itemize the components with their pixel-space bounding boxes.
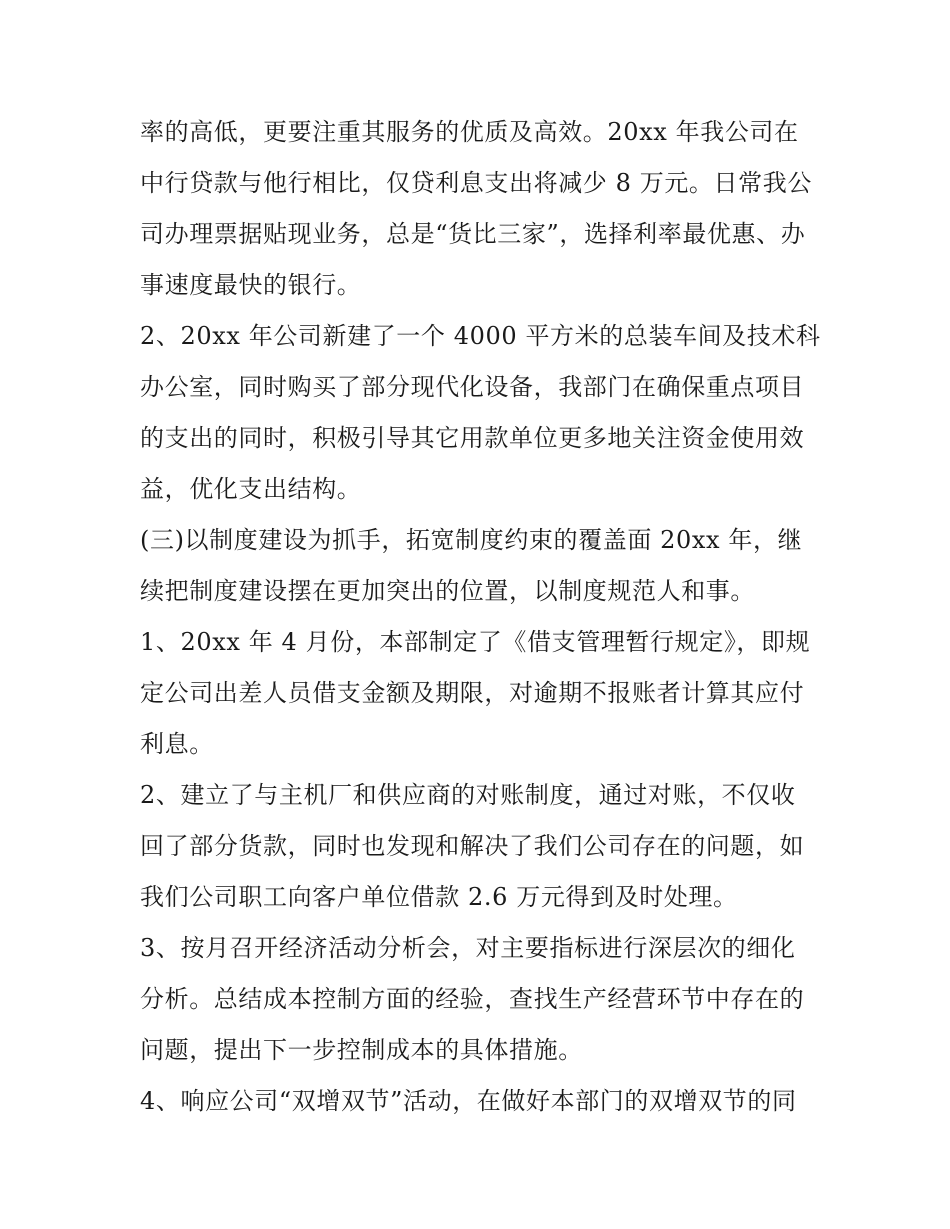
text-line: 司办理票据贴现业务，总是“货比三家”，选择利率最优惠、办 xyxy=(140,220,806,248)
text-line: 3、按月召开经济活动分析会，对主要指标进行深层次的细化 xyxy=(140,934,796,962)
text-line: 2、20xx 年公司新建了一个 4000 平方米的总装车间及技术科 xyxy=(140,322,821,350)
text-line: 2、建立了与主机厂和供应商的对账制度，通过对账，不仅收 xyxy=(140,781,796,809)
text-line: (三)以制度建设为抓手，拓宽制度约束的覆盖面 20xx 年，继 xyxy=(140,526,803,554)
text-line: 利息。 xyxy=(140,730,214,758)
text-line: 续把制度建设摆在更加突出的位置，以制度规范人和事。 xyxy=(140,577,755,605)
text-line: 问题，提出下一步控制成本的具体措施。 xyxy=(140,1036,583,1064)
document-body xyxy=(140,107,820,1127)
text-line: 定公司出差人员借支金额及期限，对逾期不报账者计算其应付 xyxy=(140,679,805,707)
text-line: 我们公司职工向客户单位借款 2.6 万元得到及时处理。 xyxy=(140,883,738,911)
text-line: 回了部分货款，同时也发现和解决了我们公司存在的问题，如 xyxy=(140,832,805,860)
text-line: 办公室，同时购买了部分现代化设备，我部门在确保重点项目 xyxy=(140,373,805,401)
text-line: 分析。总结成本控制方面的经验，查找生产经营环节中存在的 xyxy=(140,985,805,1013)
text-line: 益，优化支出结构。 xyxy=(140,475,362,503)
text-line: 率的高低，更要注重其服务的优质及高效。20xx 年我公司在 xyxy=(140,118,799,146)
text-line: 1、20xx 年 4 月份，本部制定了《借支管理暂行规定》，即规 xyxy=(140,628,811,656)
text-line: 中行贷款与他行相比，仅贷利息支出将减少 8 万元。日常我公 xyxy=(140,169,812,197)
text-line: 4、响应公司“双增双节”活动，在做好本部门的双增双节的同 xyxy=(140,1087,797,1115)
text-line: 的支出的同时，积极引导其它用款单位更多地关注资金使用效 xyxy=(140,424,805,452)
text-line: 事速度最快的银行。 xyxy=(140,271,362,299)
